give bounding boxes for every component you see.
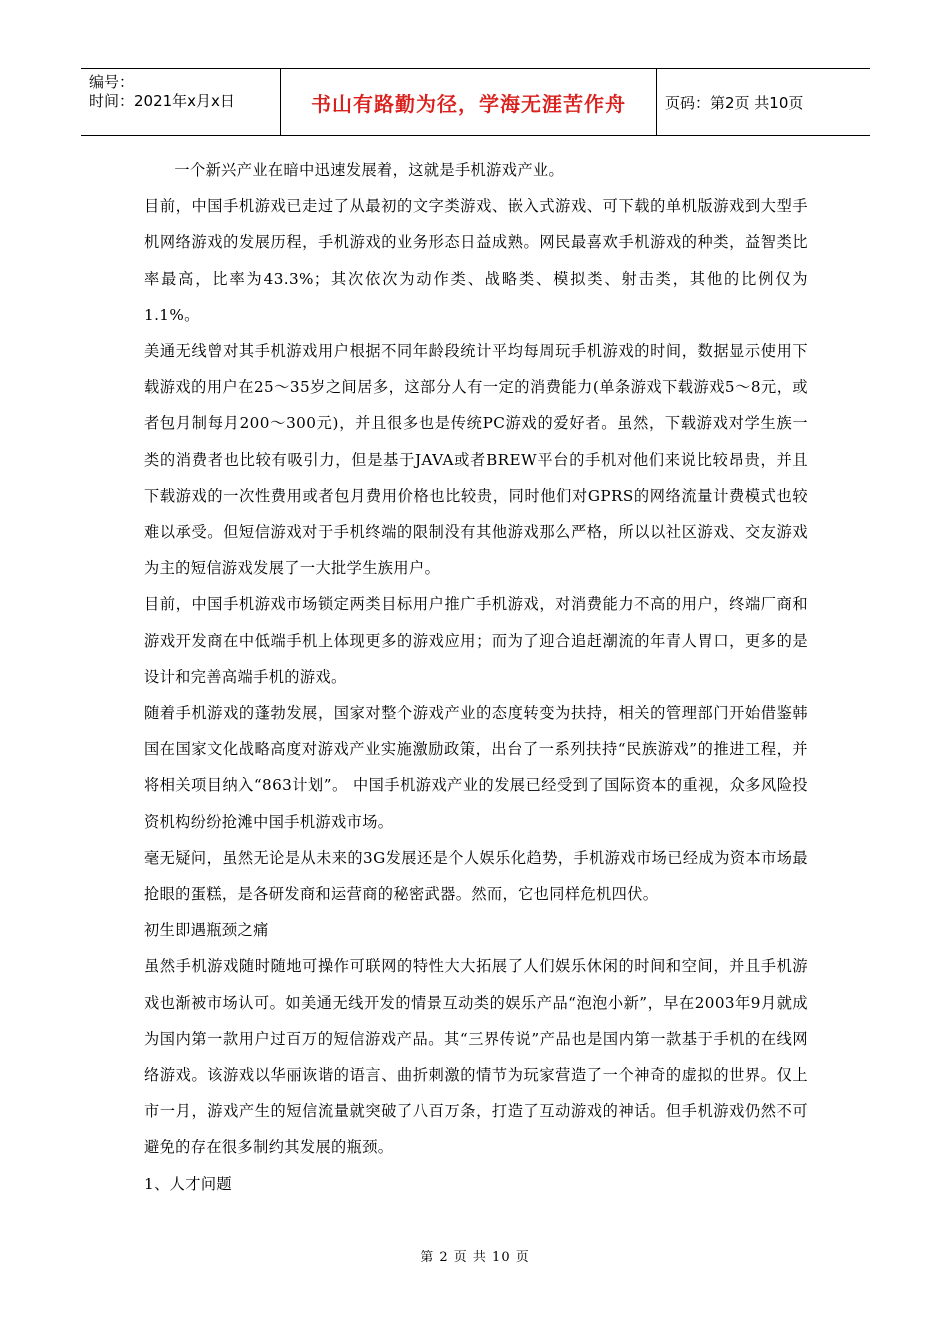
document-header (81, 68, 870, 136)
paragraph: 毫无疑问，虽然无论是从未来的3G发展还是个人娱乐化趋势，手机游戏市场已经成为资本市场最抢眼的蛋糕，是各研发商和运营商的秘密武器。然而，它也同样危机四伏。 (144, 848, 808, 904)
document-body (144, 152, 808, 1202)
footer-page-number: 第 2 页 共 10 页 (420, 1250, 530, 1265)
header-motto-cell (281, 69, 657, 135)
doc-date: 时间：2021年x月x日 (89, 92, 235, 110)
paragraph: 目前，中国手机游戏已走过了从最初的文字类游戏、嵌入式游戏、可下载的单机版游戏到大型手机网络游戏的发展历程，手机游戏的业务形态日益成熟。网民最喜欢手机游戏的种类，益智类比率最高，比率为43.3%；其次依次为动作类、战略类、模拟类、射击类，其他的比例仅为1.1%。 (144, 197, 808, 324)
subsection-heading: 1、人才问题 (144, 1174, 233, 1193)
page-footer (0, 1246, 950, 1265)
header-info-cell (81, 69, 281, 135)
header-motto: 书山有路勤为径，学海无涯苦作舟 (311, 91, 626, 116)
paragraph-intro: 一个新兴产业在暗中迅速发展着，这就是手机游戏产业。 (174, 161, 565, 179)
paragraph: 目前，中国手机游戏市场锁定两类目标用户推广手机游戏，对消费能力不高的用户，终端厂商和游戏开发商在中低端手机上体现更多的游戏应用；而为了迎合追赶潮流的年青人胃口，更多的是设计和完善高端手机的游戏。 (144, 595, 808, 686)
header-page-code: 页码：第2页 共10页 (665, 93, 804, 112)
doc-code-label: 编号： (89, 73, 135, 91)
paragraph: 美通无线曾对其手机游戏用户根据不同年龄段统计平均每周玩手机游戏的时间，数据显示使用下载游戏的用户在25～35岁之间居多，这部分人有一定的消费能力(单条游戏下载游戏5～8元，或者包月制每月200～300元)，并且很多也是传统PC游戏的爱好者。虽然，下载游戏对学生族一类的消费者也比较有吸引力，但是基于JAVA或者BREW平台的手机对他们来说比较昂贵，并且下载游戏的一次性费用或者包月费用价格也比较贵，同时他们对GPRS的网络流量计费模式也较难以承受。但短信游戏对于手机终端的限制没有其他游戏那么严格，所以以社区游戏、交友游戏为主的短信游戏发展了一大批学生族用户。 (144, 342, 808, 578)
section-heading: 初生即遇瓶颈之痛 (144, 921, 269, 940)
paragraph: 随着手机游戏的蓬勃发展，国家对整个游戏产业的态度转变为扶持，相关的管理部门开始借鉴韩国在国家文化战略高度对游戏产业实施激励政策，出台了一系列扶持“民族游戏”的推进工程，并将相关项目纳入“863计划”。 中国手机游戏产业的发展已经受到了国际资本的重视，众多风险投资机构纷纷抢滩中国手机游戏市场。 (144, 704, 808, 831)
header-page-cell (657, 69, 870, 135)
paragraph: 虽然手机游戏随时随地可操作可联网的特性大大拓展了人们娱乐休闲的时间和空间，并且手机游戏也渐被市场认可。如美通无线开发的情景互动类的娱乐产品“泡泡小新”，早在2003年9月就成为国内第一款用户过百万的短信游戏产品。其“三界传说”产品也是国内第一款基于手机的在线网络游戏。该游戏以华丽诙谐的语言、曲折刺激的情节为玩家营造了一个神奇的虚拟的世界。仅上市一月，游戏产生的短信流量就突破了八百万条，打造了互动游戏的神话。但手机游戏仍然不可避免的存在很多制约其发展的瓶颈。 (144, 957, 808, 1157)
